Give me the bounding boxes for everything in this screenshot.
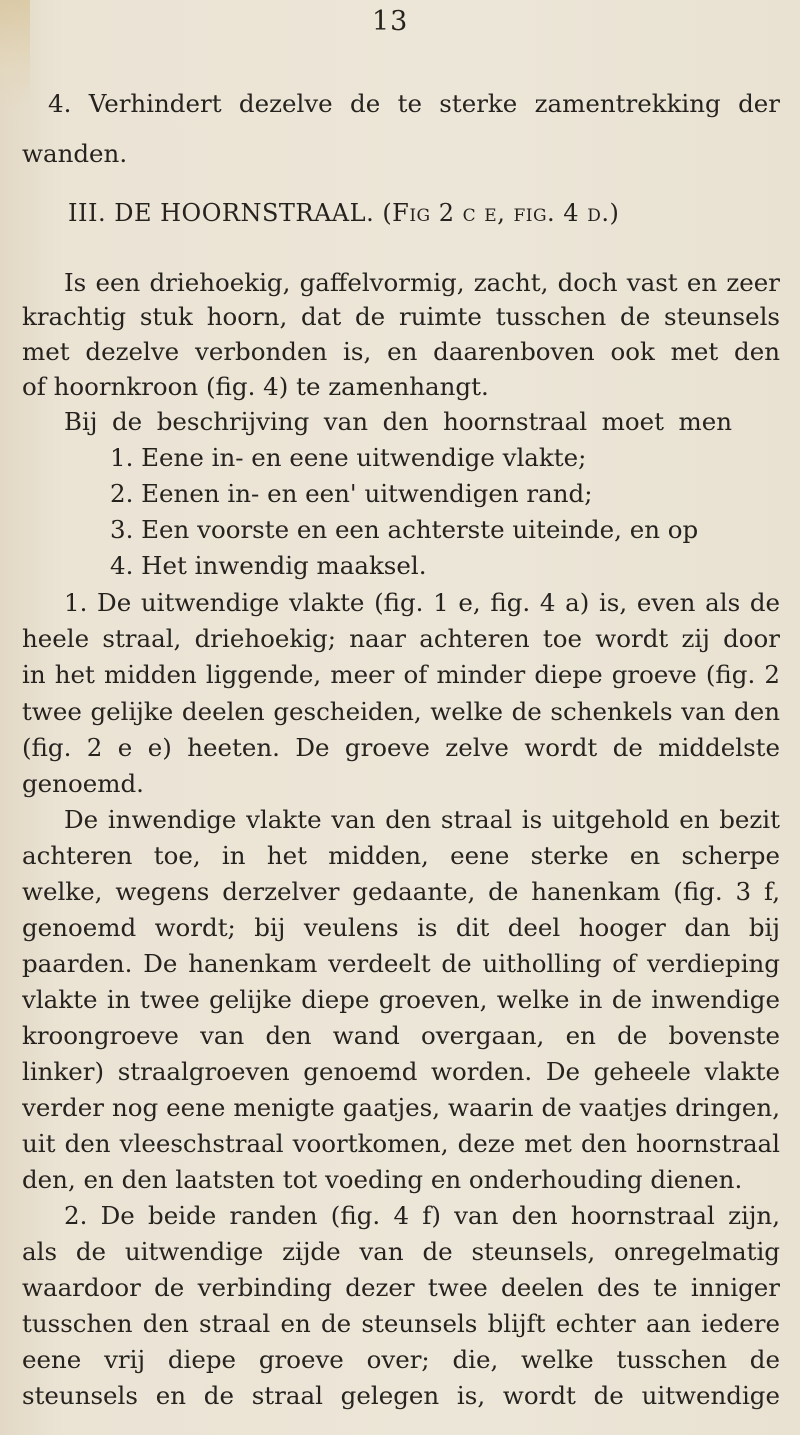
text-line: welke, wegens derzelver gedaante, de hanenkam (fig. 3 f, xyxy=(22,877,780,906)
text-line: De inwendige vlakte van den straal is uitgehold en bezit xyxy=(64,805,780,834)
text-line: vlakte in twee gelijke diepe groeven, welke in de inwendige xyxy=(22,985,780,1014)
text-line: verder nog eene menigte gaatjes, waarin de vaatjes dringen, xyxy=(22,1093,780,1122)
text-line: achteren toe, in het midden, eene sterke en scherpe xyxy=(22,841,780,870)
list-item: 3. Een voorste en een achterste uiteinde, en op xyxy=(110,515,699,544)
text-line: steunsels en de straal gelegen is, wordt de uitwendige xyxy=(22,1381,780,1410)
text-line: in het midden liggende, meer of minder diepe groeve (fig. 2 xyxy=(22,660,780,689)
text-line: 1. De uitwendige vlakte (fig. 1 e, fig. 4 a) is, even als de xyxy=(64,588,780,617)
paper-stain xyxy=(0,0,30,110)
text-line: 2. De beide randen (fig. 4 f) van den hoornstraal zijn, xyxy=(64,1201,780,1230)
section-heading-text: III. DE HOORNSTRAAL. (Fig 2 c e, fig. 4 d.) xyxy=(68,199,620,227)
text-line: (fig. 2 e e) heeten. De groeve zelve wordt de middelste xyxy=(22,733,780,762)
text-line: linker) straalgroeven genoemd worden. De geheele vlakte xyxy=(22,1057,780,1086)
text-line: tusschen den straal en de steunsels blijft echter aan iedere xyxy=(22,1309,780,1338)
text-line: den, en den laatsten tot voeding en onderhouding dienen. xyxy=(22,1165,743,1194)
list-item: 1. Eene in- en eene uitwendige vlakte; xyxy=(110,443,587,472)
text-line: 4. Verhindert dezelve de te sterke zamentrekking der xyxy=(48,89,780,118)
text-line: uit den vleeschstraal voortkomen, deze met den hoornstraal xyxy=(22,1129,780,1158)
text-line: Bij de beschrijving van den hoornstraal moet men xyxy=(64,407,732,436)
text-line: heele straal, driehoekig; naar achteren toe wordt zij door xyxy=(22,624,780,653)
text-line: genoemd. xyxy=(22,769,144,798)
text-line: wanden. xyxy=(22,139,128,168)
section-heading xyxy=(68,198,619,228)
text-line: met dezelve verbonden is, en daarenboven ook met den xyxy=(22,337,780,366)
list-item: 4. Het inwendig maaksel. xyxy=(110,551,427,580)
text-line: Is een driehoekig, gaffelvormig, zacht, doch vast en zeer xyxy=(64,268,780,297)
text-line: kroongroeve van den wand overgaan, en de bovenste xyxy=(22,1021,780,1050)
text-line: als de uitwendige zijde van de steunsels, onregelmatig xyxy=(22,1237,780,1266)
text-line: eene vrij diepe groeve over; die, welke tusschen de xyxy=(22,1345,780,1374)
text-line: genoemd wordt; bij veulens is dit deel hooger dan bij xyxy=(22,913,780,942)
text-line: krachtig stuk hoorn, dat de ruimte tusschen de steunsels xyxy=(22,302,780,331)
list-item: 2. Eenen in- en een' uitwendigen rand; xyxy=(110,479,593,508)
page-number: 13 xyxy=(372,6,409,37)
text-line: paarden. De hanenkam verdeelt de uitholling of verdieping xyxy=(22,949,780,978)
text-line: of hoornkroon (fig. 4) te zamenhangt. xyxy=(22,372,489,401)
text-line: waardoor de verbinding dezer twee deelen des te inniger xyxy=(22,1273,780,1302)
text-line: twee gelijke deelen gescheiden, welke de schenkels van den xyxy=(22,697,780,726)
